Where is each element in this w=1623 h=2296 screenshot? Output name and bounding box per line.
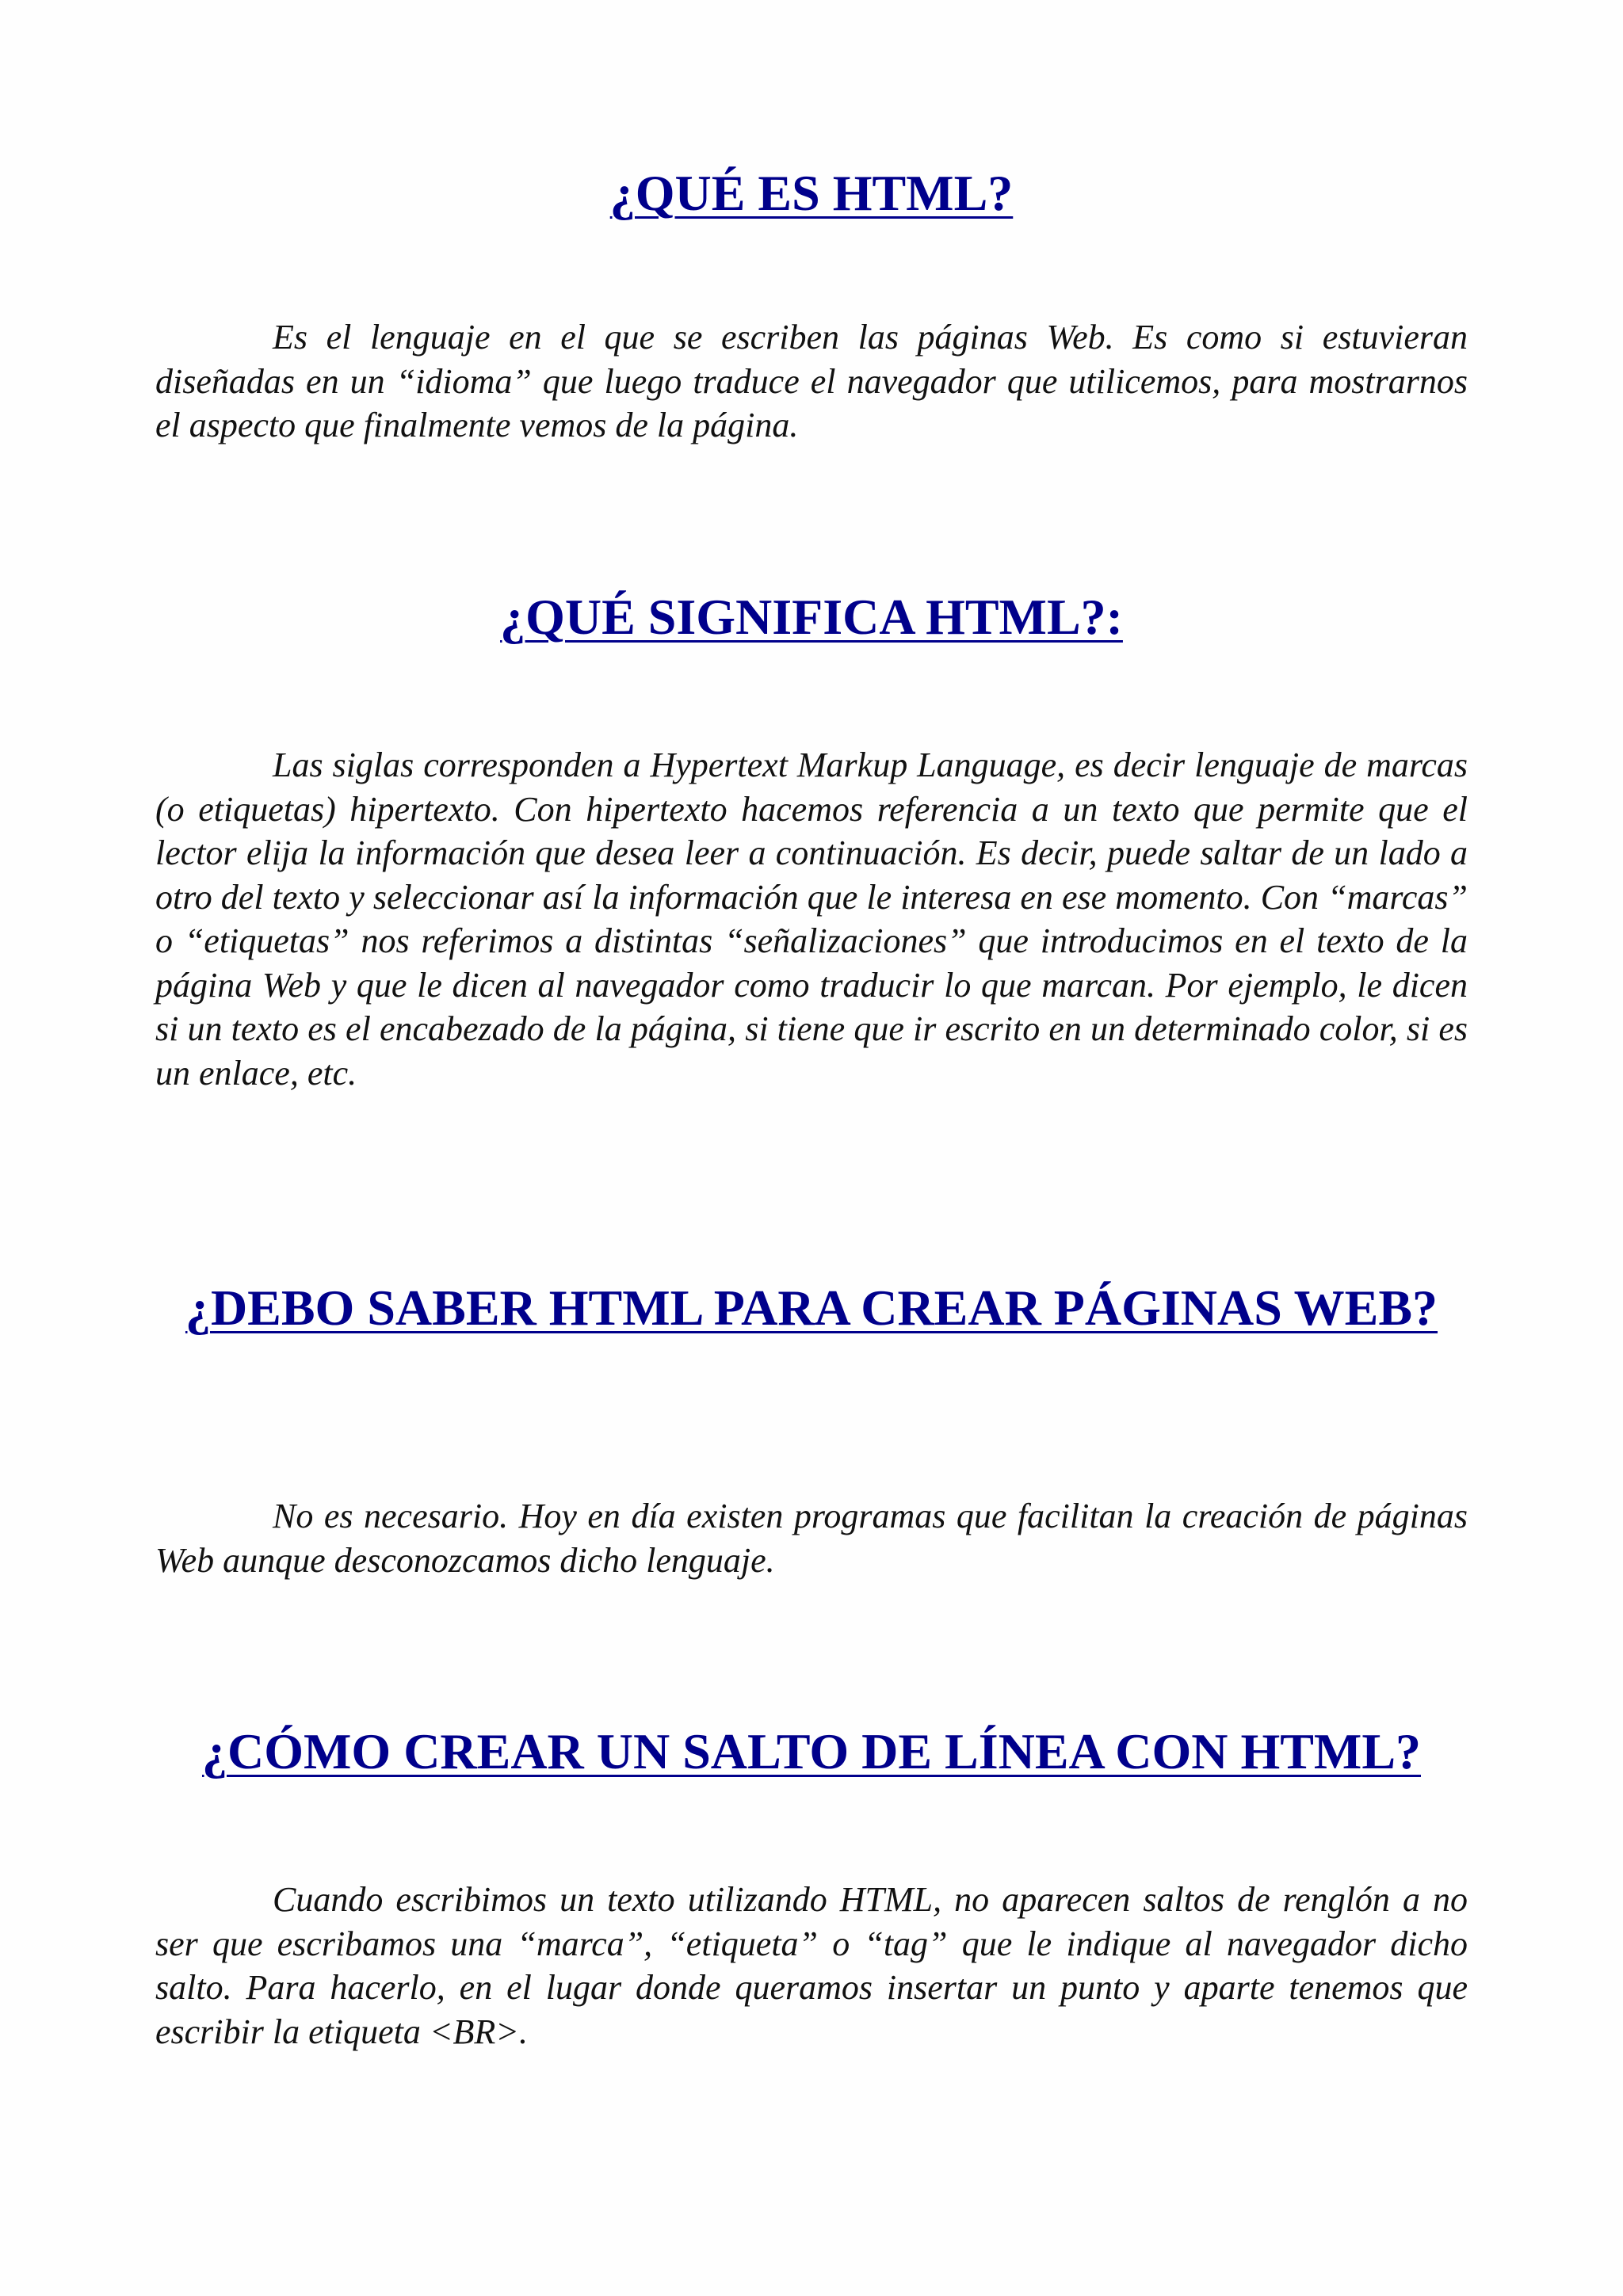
section-paragraph-debo-saber-html: No es necesario. Hoy en día existen programas que facilitan la creación de páginas Web aunque desconozcamos dicho lenguaje. xyxy=(155,1497,1468,1580)
section-heading-debo-saber-html: ¿DEBO SABER HTML PARA CREAR PÁGINAS WEB? xyxy=(185,1280,1438,1336)
section-heading-que-significa-html: ¿QUÉ SIGNIFICA HTML?: xyxy=(500,589,1123,645)
section-heading-que-es-html: ¿QUÉ ES HTML? xyxy=(609,165,1014,221)
section-heading-salto-de-linea: ¿CÓMO CREAR UN SALTO DE LÍNEA CON HTML? xyxy=(202,1723,1421,1779)
section-paragraph-que-significa-html: Las siglas corresponden a Hypertext Markup Language, es decir lenguaje de marcas (o etiquetas) hipertexto. Con hipertexto hacemos referencia a un texto que permite que el lector elija la información que desea leer a continuación. Es decir, puede saltar de un lado a otro del texto y seleccionar así la información que le interesa en ese momento. Con “marcas” o “etiquetas” nos referimos a distintas “señalizaciones” que introducimos en el texto de la página Web y que le dicen al navegador como traducir lo que marcan. Por ejemplo, le dicen si un texto es el encabezado de la página, si tiene que ir escrito en un determinado color, si es un enlace, etc. xyxy=(155,746,1468,1093)
section-paragraph-que-es-html: Es el lenguaje en el que se escriben las páginas Web. Es como si estuvieran diseñadas en un “idioma” que luego traduce el navegador que utilicemos, para mostrarnos el aspecto que finalmente vemos de la página. xyxy=(155,318,1468,444)
section-paragraph-salto-de-linea: Cuando escribimos un texto utilizando HTML, no aparecen saltos de renglón a no ser que escribamos una “marca”, “etiqueta” o “tag” que le indique al navegador dicho salto. Para hacerlo, en el lugar donde queramos insertar un punto y aparte tenemos que escribir la etiqueta <BR>. xyxy=(155,1880,1468,2051)
